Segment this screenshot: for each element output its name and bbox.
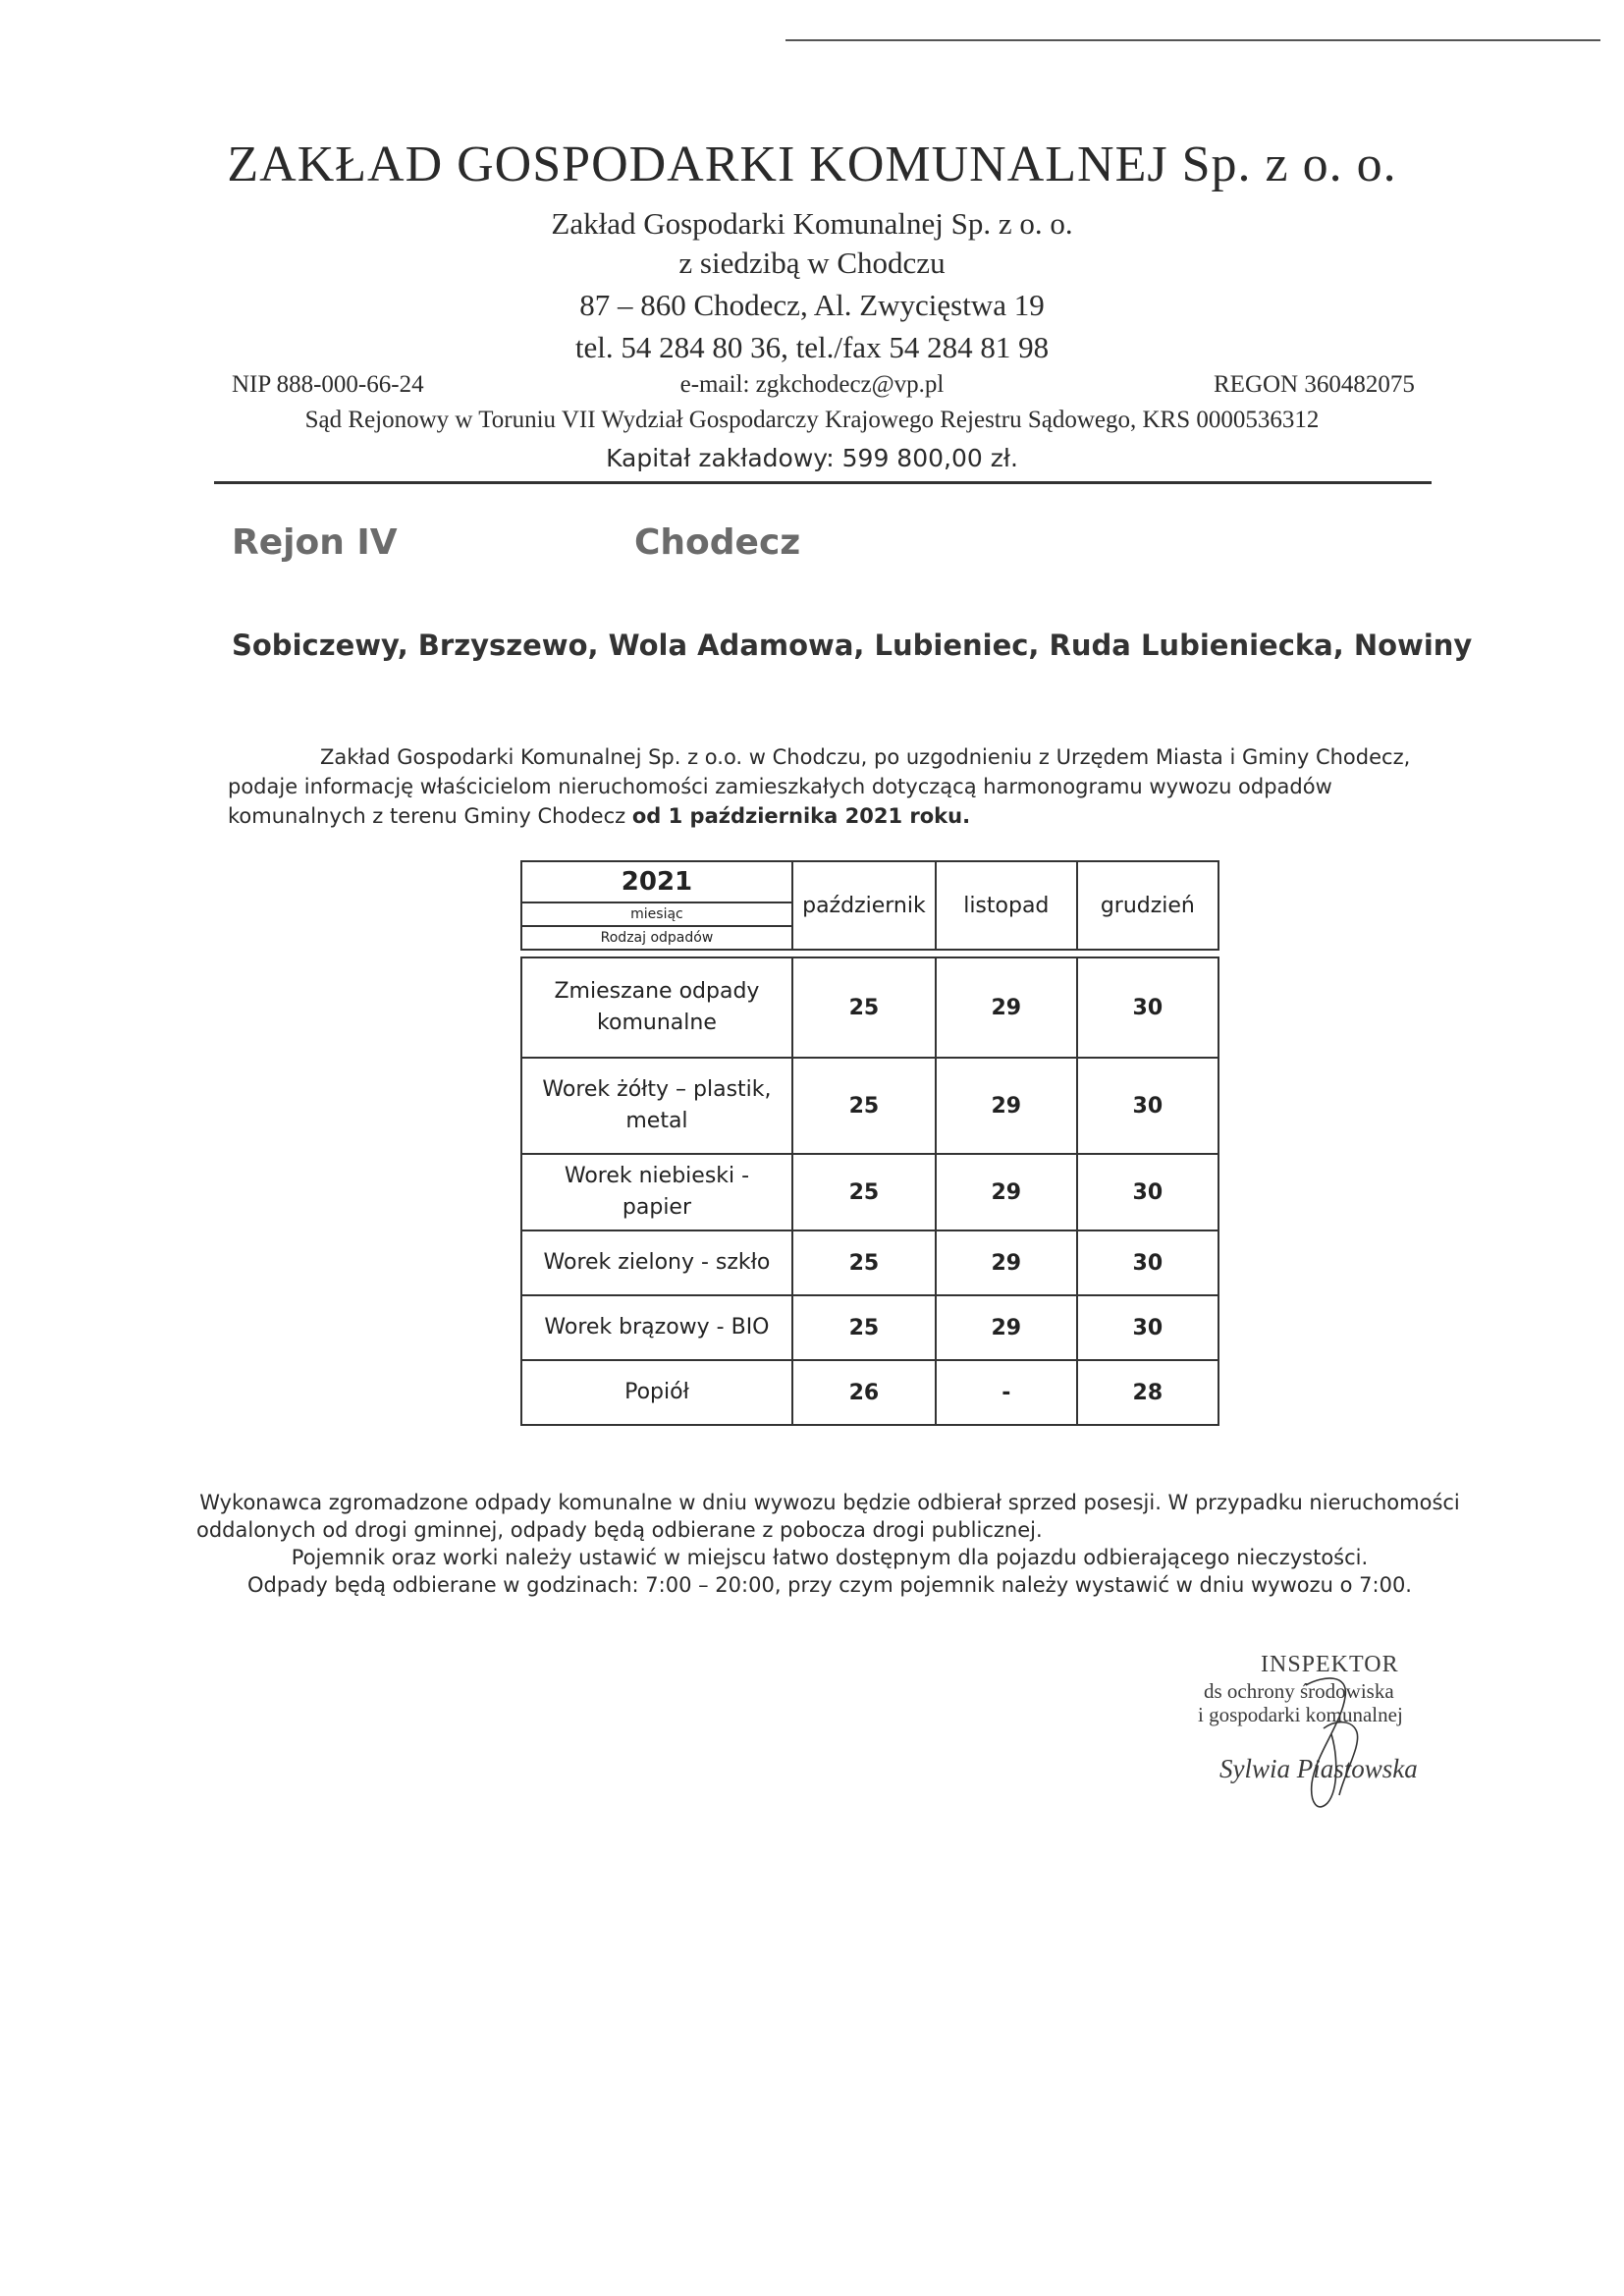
schedule-table-wrapper bbox=[520, 860, 1219, 1426]
waste-type-brown-bag: Worek brązowy - BIO bbox=[521, 1295, 792, 1360]
month-label: miesiąc bbox=[522, 903, 791, 927]
month-header-november: listopad bbox=[936, 861, 1077, 950]
table-row bbox=[521, 1360, 1218, 1425]
table-spacer-row bbox=[521, 950, 1218, 957]
region-label: Rejon IV bbox=[232, 522, 398, 563]
company-phone: tel. 54 284 80 36, tel./fax 54 284 81 98 bbox=[574, 330, 1050, 364]
schedule-table bbox=[520, 860, 1219, 1426]
company-nip: NIP 888-000-66-24 bbox=[232, 371, 424, 398]
table-row bbox=[521, 1295, 1218, 1360]
waste-type-yellow-bag: Worek żółty – plastik, metal bbox=[521, 1058, 792, 1154]
region-town: Chodecz bbox=[634, 522, 801, 563]
date-cell: 30 bbox=[1077, 1154, 1218, 1230]
intro-text: Zakład Gospodarki Komunalnej Sp. z o.o. w Chodczu, po uzgodnieniu z Urzędem Miasta i Gminy Chodecz, podaje informację właścicielom nieruchomości zamieszkałych dotyczącą harmonogramu wywozu odpadów komunalnych z terenu Gminy Chodecz bbox=[228, 745, 1411, 828]
company-court-registration: Sąd Rejonowy w Toruniu VII Wydział Gospodarczy Krajowego Rejestru Sądowego, KRS 0000536312 bbox=[304, 407, 1320, 433]
date-cell: 26 bbox=[792, 1360, 936, 1425]
date-cell: 25 bbox=[792, 1295, 936, 1360]
month-header-december: grudzień bbox=[1077, 861, 1218, 950]
waste-type-blue-bag: Worek niebieski - papier bbox=[521, 1154, 792, 1230]
schedule-year: 2021 bbox=[522, 862, 791, 903]
date-cell: 29 bbox=[936, 1295, 1077, 1360]
date-cell: 30 bbox=[1077, 957, 1218, 1058]
table-row bbox=[521, 1058, 1218, 1154]
date-cell: 29 bbox=[936, 1154, 1077, 1230]
date-cell: - bbox=[936, 1360, 1077, 1425]
region-villages: Sobiczewy, Brzyszewo, Wola Adamowa, Lubieniec, Ruda Lubieniecka, Nowiny bbox=[232, 629, 1473, 662]
table-header-row bbox=[521, 861, 1218, 950]
date-cell: 28 bbox=[1077, 1360, 1218, 1425]
top-rule bbox=[785, 39, 1600, 41]
date-cell: 25 bbox=[792, 1058, 936, 1154]
date-cell: 25 bbox=[792, 957, 936, 1058]
company-regon: REGON 360482075 bbox=[1214, 371, 1415, 398]
date-cell: 29 bbox=[936, 957, 1077, 1058]
stamp-title: INSPEKTOR bbox=[1261, 1652, 1399, 1677]
date-cell: 29 bbox=[936, 1058, 1077, 1154]
date-cell: 25 bbox=[792, 1230, 936, 1295]
date-cell: 30 bbox=[1077, 1058, 1218, 1154]
intro-date: od 1 października 2021 roku. bbox=[631, 804, 971, 828]
stamp-name: Sylwia Piastowska bbox=[1219, 1754, 1418, 1783]
closing-line-1: Wykonawca zgromadzone odpady komunalne w dniu wywozu będzie odbierał sprzed posesji. W przypadku nieruchomości bbox=[199, 1491, 1460, 1514]
date-cell: 29 bbox=[936, 1230, 1077, 1295]
waste-type-mixed: Zmieszane odpady komunalne bbox=[521, 957, 792, 1058]
date-cell: 25 bbox=[792, 1154, 936, 1230]
company-capital: Kapitał zakładowy: 599 800,00 zł. bbox=[606, 444, 1018, 472]
closing-line-3: Pojemnik oraz worki należy ustawić w miejscu łatwo dostępnym dla pojazdu odbierającego nieczystości. bbox=[291, 1546, 1369, 1569]
header-rule bbox=[214, 481, 1432, 484]
month-header-october: październik bbox=[792, 861, 936, 950]
company-address: 87 – 860 Chodecz, Al. Zwycięstwa 19 bbox=[579, 288, 1045, 322]
date-cell: 30 bbox=[1077, 1230, 1218, 1295]
company-email: e-mail: zgkchodecz@vp.pl bbox=[679, 371, 945, 398]
date-cell: 30 bbox=[1077, 1295, 1218, 1360]
signature-stamp bbox=[1196, 1652, 1490, 1819]
closing-line-4: Odpady będą odbierane w godzinach: 7:00 – 20:00, przy czym pojemnik należy wystawić w dniu wywozu o 7:00. bbox=[247, 1573, 1412, 1597]
header-corner-cell bbox=[521, 861, 792, 950]
table-row bbox=[521, 1154, 1218, 1230]
handwritten-signature-icon bbox=[1255, 1656, 1392, 1819]
closing-line-2: oddalonych od drogi gminnej, odpady będą odbierane z pobocza drogi publicznej. bbox=[196, 1518, 1043, 1542]
company-title: ZAKŁAD GOSPODARKI KOMUNALNEJ Sp. z o. o. bbox=[227, 137, 1397, 192]
company-name: Zakład Gospodarki Komunalnej Sp. z o. o. bbox=[551, 206, 1073, 241]
waste-type-ash: Popiół bbox=[521, 1360, 792, 1425]
table-row bbox=[521, 1230, 1218, 1295]
company-seat: z siedzibą w Chodczu bbox=[678, 246, 946, 280]
table-row bbox=[521, 957, 1218, 1058]
waste-type-label: Rodzaj odpadów bbox=[600, 930, 714, 946]
waste-type-green-bag: Worek zielony - szkło bbox=[521, 1230, 792, 1295]
closing-paragraph bbox=[196, 1489, 1463, 1599]
intro-paragraph bbox=[228, 742, 1435, 831]
stamp-line-1: ds ochrony środowiska bbox=[1204, 1679, 1394, 1703]
stamp-line-2: i gospodarki komunalnej bbox=[1198, 1703, 1403, 1726]
